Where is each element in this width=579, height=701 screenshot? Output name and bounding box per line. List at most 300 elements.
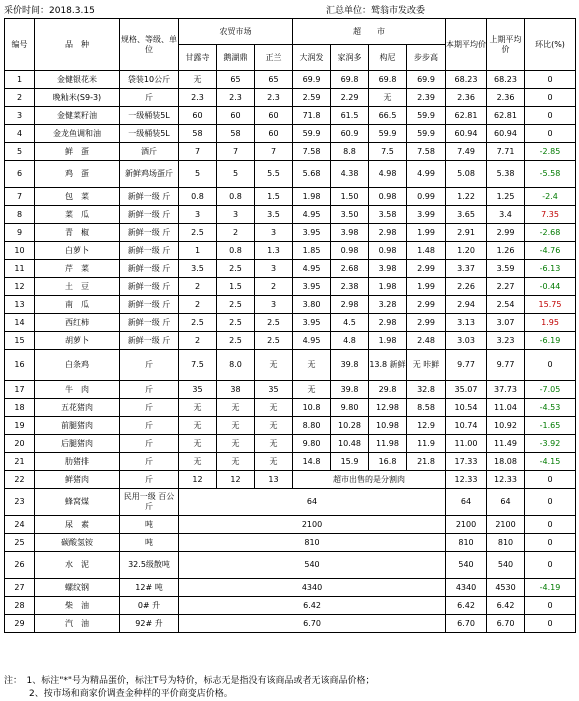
cell-super-2: 3.98: [331, 224, 369, 242]
footnotes: [4, 675, 575, 701]
cell-current-avg: 810: [446, 534, 487, 552]
cell-market-3: 60: [255, 125, 293, 143]
cell-name: 金龙鱼调和油: [35, 125, 120, 143]
cell-market-3: 65: [255, 71, 293, 89]
cell-no: 16: [5, 350, 35, 381]
cell-current-avg: 17.33: [446, 453, 487, 471]
cell-super-1: 3.80: [293, 296, 331, 314]
cell-merged-price: 64: [179, 489, 446, 516]
cell-current-avg: 2.26: [446, 278, 487, 296]
cell-ratio: -3.92: [525, 435, 576, 453]
cell-super-3: 0.98: [369, 242, 407, 260]
cell-super-1: 8.80: [293, 417, 331, 435]
cell-spec: 新鲜一级 斤: [120, 332, 179, 350]
cell-super-3: 3.28: [369, 296, 407, 314]
table-row: [5, 516, 576, 534]
cell-ratio: -6.13: [525, 260, 576, 278]
cell-previous-avg: 62.81: [487, 107, 525, 125]
cell-merged-price: 6.70: [179, 615, 446, 633]
cell-previous-avg: 6.70: [487, 615, 525, 633]
table-row: [5, 296, 576, 314]
cell-spec: 吨: [120, 516, 179, 534]
cell-market-2: 60: [217, 107, 255, 125]
table-row: [5, 224, 576, 242]
cell-ratio: 0: [525, 597, 576, 615]
cell-market-1: 12: [179, 471, 217, 489]
cell-current-avg: 10.74: [446, 417, 487, 435]
cell-name: 水 泥: [35, 552, 120, 579]
cell-super-2: 0.98: [331, 242, 369, 260]
table-row: [5, 332, 576, 350]
cell-no: 27: [5, 579, 35, 597]
cell-current-avg: 2.94: [446, 296, 487, 314]
cell-market-3: 1.3: [255, 242, 293, 260]
date-label: 采价时间：2018.3.15: [4, 6, 95, 16]
cell-super-1: 2.59: [293, 89, 331, 107]
cell-previous-avg: 9.77: [487, 350, 525, 381]
table-row: [5, 417, 576, 435]
cell-ratio: 0: [525, 71, 576, 89]
cell-name: 后腿猪肉: [35, 435, 120, 453]
cell-market-2: 0.8: [217, 188, 255, 206]
cell-super-4: 2.99: [407, 314, 446, 332]
cell-market-2: 2.5: [217, 296, 255, 314]
table-row: [5, 188, 576, 206]
cell-previous-avg: 810: [487, 534, 525, 552]
cell-market-3: 1.5: [255, 188, 293, 206]
cell-super-1: 4.95: [293, 206, 331, 224]
cell-ratio: -2.4: [525, 188, 576, 206]
cell-no: 12: [5, 278, 35, 296]
cell-spec: 92# 升: [120, 615, 179, 633]
cell-super-4: 2.99: [407, 296, 446, 314]
cell-market-2: 无: [217, 435, 255, 453]
cell-super-4: 2.48: [407, 332, 446, 350]
cell-name: 汽 油: [35, 615, 120, 633]
cell-name: 牛 肉: [35, 381, 120, 399]
cell-previous-avg: 6.42: [487, 597, 525, 615]
cell-current-avg: 6.42: [446, 597, 487, 615]
cell-super-1: 59.9: [293, 125, 331, 143]
table-row: [5, 314, 576, 332]
cell-no: 23: [5, 489, 35, 516]
cell-ratio: 0: [525, 350, 576, 381]
cell-market-1: 3.5: [179, 260, 217, 278]
cell-spec: 一级桶装5L: [120, 107, 179, 125]
cell-market-3: 3: [255, 260, 293, 278]
header-name: 品 种: [35, 19, 120, 71]
cell-super-1: 无: [293, 350, 331, 381]
cell-ratio: 15.75: [525, 296, 576, 314]
cell-market-3: 2.3: [255, 89, 293, 107]
cell-super-3: 2.98: [369, 314, 407, 332]
cell-name: 肋猪排: [35, 453, 120, 471]
cell-current-avg: 1.20: [446, 242, 487, 260]
table-row: [5, 579, 576, 597]
cell-super-3: 12.98: [369, 399, 407, 417]
cell-ratio: 0: [525, 107, 576, 125]
cell-current-avg: 35.07: [446, 381, 487, 399]
cell-ratio: 0: [525, 489, 576, 516]
table-row: [5, 260, 576, 278]
cell-super-2: 1.50: [331, 188, 369, 206]
cell-market-1: 0.8: [179, 188, 217, 206]
cell-super-2: 2.68: [331, 260, 369, 278]
cell-name: 柴 油: [35, 597, 120, 615]
cell-super-4: 0.99: [407, 188, 446, 206]
cell-previous-avg: 60.94: [487, 125, 525, 143]
cell-super-4: 8.58: [407, 399, 446, 417]
cell-market-1: 无: [179, 417, 217, 435]
cell-super-4: 12.9: [407, 417, 446, 435]
cell-no: 2: [5, 89, 35, 107]
cell-market-3: 35: [255, 381, 293, 399]
cell-super-1: 3.95: [293, 224, 331, 242]
cell-market-3: 60: [255, 107, 293, 125]
table-row: [5, 161, 576, 188]
cell-market-2: 58: [217, 125, 255, 143]
header-supermarket: 超 市: [293, 19, 446, 45]
cell-current-avg: 10.54: [446, 399, 487, 417]
cell-spec: 斤: [120, 381, 179, 399]
header-super-4: 步步高: [407, 45, 446, 71]
cell-spec: 斤: [120, 435, 179, 453]
cell-name: 前腿猪肉: [35, 417, 120, 435]
cell-super-3: 69.8: [369, 71, 407, 89]
cell-ratio: 0: [525, 125, 576, 143]
cell-merged-price: 2100: [179, 516, 446, 534]
cell-spec: 新鲜一级 斤: [120, 188, 179, 206]
cell-no: 29: [5, 615, 35, 633]
cell-merged-price: 6.42: [179, 597, 446, 615]
cell-super-1: 4.95: [293, 332, 331, 350]
cell-super-2: 39.8: [331, 381, 369, 399]
cell-market-1: 2: [179, 296, 217, 314]
cell-super-3: 13.8 新鲜: [369, 350, 407, 381]
cell-market-2: 无: [217, 417, 255, 435]
cell-super-4: 1.48: [407, 242, 446, 260]
cell-no: 14: [5, 314, 35, 332]
cell-no: 13: [5, 296, 35, 314]
cell-market-1: 2: [179, 278, 217, 296]
cell-spec: 斤: [120, 471, 179, 489]
cell-spec: 斤: [120, 350, 179, 381]
header-previous-avg: 上期平均价: [487, 19, 525, 71]
cell-current-avg: 540: [446, 552, 487, 579]
cell-name: 包 菜: [35, 188, 120, 206]
cell-spec: 新鲜一级 斤: [120, 224, 179, 242]
cell-no: 6: [5, 161, 35, 188]
table-row: [5, 534, 576, 552]
cell-current-avg: 6.70: [446, 615, 487, 633]
cell-super-1: 4.95: [293, 260, 331, 278]
cell-ratio: 0: [525, 516, 576, 534]
cell-market-2: 7: [217, 143, 255, 161]
cell-ratio: 0: [525, 89, 576, 107]
cell-spec: 斤: [120, 399, 179, 417]
cell-market-3: 5.5: [255, 161, 293, 188]
cell-no: 24: [5, 516, 35, 534]
cell-no: 20: [5, 435, 35, 453]
cell-super-4: 59.9: [407, 125, 446, 143]
cell-current-avg: 60.94: [446, 125, 487, 143]
cell-no: 7: [5, 188, 35, 206]
cell-market-2: 2.5: [217, 332, 255, 350]
cell-market-3: 无: [255, 350, 293, 381]
cell-previous-avg: 5.38: [487, 161, 525, 188]
cell-super-3: 2.98: [369, 224, 407, 242]
cell-spec: 民用一级 百公斤: [120, 489, 179, 516]
cell-name: 碳酸氢铵: [35, 534, 120, 552]
cell-name: 金健菜籽油: [35, 107, 120, 125]
table-row: [5, 399, 576, 417]
cell-previous-avg: 11.49: [487, 435, 525, 453]
cell-previous-avg: 10.92: [487, 417, 525, 435]
table-row: [5, 381, 576, 399]
cell-no: 28: [5, 597, 35, 615]
cell-no: 26: [5, 552, 35, 579]
cell-super-3: 10.98: [369, 417, 407, 435]
cell-market-3: 无: [255, 453, 293, 471]
cell-ratio: -6.19: [525, 332, 576, 350]
cell-market-1: 无: [179, 399, 217, 417]
cell-market-3: 无: [255, 417, 293, 435]
cell-spec: 斤: [120, 89, 179, 107]
cell-market-3: 7: [255, 143, 293, 161]
cell-name: 鸡 蛋: [35, 161, 120, 188]
cell-super-3: 3.98: [369, 260, 407, 278]
cell-ratio: -5.58: [525, 161, 576, 188]
cell-previous-avg: 1.25: [487, 188, 525, 206]
unit-label: 汇总单位：鹫翁市发改委: [326, 6, 426, 16]
cell-super-3: 0.98: [369, 188, 407, 206]
cell-market-2: 0.8: [217, 242, 255, 260]
cell-spec: 袋装10公斤: [120, 71, 179, 89]
cell-super-1: 3.95: [293, 314, 331, 332]
cell-super-1: 1.85: [293, 242, 331, 260]
cell-name: 晚籼米(S9-3): [35, 89, 120, 107]
cell-spec: 斤: [120, 453, 179, 471]
header-super-3: 构尼: [369, 45, 407, 71]
cell-current-avg: 4340: [446, 579, 487, 597]
cell-previous-avg: 3.07: [487, 314, 525, 332]
cell-super-2: 2.29: [331, 89, 369, 107]
cell-name: 螺纹钢: [35, 579, 120, 597]
table-row: [5, 107, 576, 125]
cell-market-1: 58: [179, 125, 217, 143]
cell-current-avg: 3.65: [446, 206, 487, 224]
cell-super-3: 59.9: [369, 125, 407, 143]
cell-ratio: 0: [525, 471, 576, 489]
cell-super-2: 4.8: [331, 332, 369, 350]
cell-super-2: 10.28: [331, 417, 369, 435]
cell-current-avg: 64: [446, 489, 487, 516]
cell-previous-avg: 12.33: [487, 471, 525, 489]
cell-market-2: 无: [217, 399, 255, 417]
cell-name: 芹 菜: [35, 260, 120, 278]
cell-market-1: 7.5: [179, 350, 217, 381]
cell-super-3: 1.98: [369, 332, 407, 350]
cell-super-1: 71.8: [293, 107, 331, 125]
cell-current-avg: 2.36: [446, 89, 487, 107]
cell-name: 白萝卜: [35, 242, 120, 260]
cell-market-1: 60: [179, 107, 217, 125]
cell-super-3: 66.5: [369, 107, 407, 125]
cell-ratio: 1.95: [525, 314, 576, 332]
table-row: [5, 125, 576, 143]
cell-super-2: 4.5: [331, 314, 369, 332]
table-row: [5, 471, 576, 489]
cell-name: 尿 素: [35, 516, 120, 534]
cell-market-1: 无: [179, 71, 217, 89]
cell-ratio: -2.68: [525, 224, 576, 242]
table-row: [5, 453, 576, 471]
cell-ratio: -4.53: [525, 399, 576, 417]
cell-spec: 12# 吨: [120, 579, 179, 597]
table-body: [5, 71, 576, 633]
cell-super-1: 9.80: [293, 435, 331, 453]
cell-spec: 酒斤: [120, 143, 179, 161]
cell-current-avg: 2100: [446, 516, 487, 534]
cell-no: 5: [5, 143, 35, 161]
cell-super-2: 39.8: [331, 350, 369, 381]
header-super-2: 家润多: [331, 45, 369, 71]
cell-no: 11: [5, 260, 35, 278]
cell-current-avg: 1.22: [446, 188, 487, 206]
cell-spec: 新鲜一级 斤: [120, 206, 179, 224]
cell-name: 白条鸡: [35, 350, 120, 381]
cell-super-2: 69.8: [331, 71, 369, 89]
table-row: [5, 278, 576, 296]
cell-super-3: 4.98: [369, 161, 407, 188]
cell-no: 8: [5, 206, 35, 224]
cell-previous-avg: 11.04: [487, 399, 525, 417]
cell-no: 4: [5, 125, 35, 143]
cell-super-2: 60.9: [331, 125, 369, 143]
cell-super-3: 16.8: [369, 453, 407, 471]
price-table: [4, 18, 576, 633]
cell-previous-avg: 540: [487, 552, 525, 579]
cell-spec: 一级桶装5L: [120, 125, 179, 143]
cell-current-avg: 3.37: [446, 260, 487, 278]
cell-market-1: 35: [179, 381, 217, 399]
cell-super-4: 21.8: [407, 453, 446, 471]
cell-no: 22: [5, 471, 35, 489]
cell-super-4: 11.9: [407, 435, 446, 453]
cell-ratio: -7.05: [525, 381, 576, 399]
cell-previous-avg: 2.36: [487, 89, 525, 107]
cell-market-2: 无: [217, 453, 255, 471]
cell-previous-avg: 2.54: [487, 296, 525, 314]
cell-super-2: 10.48: [331, 435, 369, 453]
cell-ratio: -1.65: [525, 417, 576, 435]
cell-market-1: 2.3: [179, 89, 217, 107]
cell-market-2: 38: [217, 381, 255, 399]
cell-market-1: 3: [179, 206, 217, 224]
cell-name: 胡萝卜: [35, 332, 120, 350]
cell-current-avg: 9.77: [446, 350, 487, 381]
cell-spec: 新鲜一级 斤: [120, 260, 179, 278]
cell-market-2: 12: [217, 471, 255, 489]
cell-super-2: 61.5: [331, 107, 369, 125]
cell-super-4: 1.99: [407, 278, 446, 296]
cell-current-avg: 3.03: [446, 332, 487, 350]
cell-previous-avg: 4530: [487, 579, 525, 597]
cell-name: 鲜 蛋: [35, 143, 120, 161]
cell-super-1: 5.68: [293, 161, 331, 188]
cell-super-2: 2.98: [331, 296, 369, 314]
cell-super-4: 1.99: [407, 224, 446, 242]
cell-market-3: 3: [255, 296, 293, 314]
cell-current-avg: 62.81: [446, 107, 487, 125]
cell-market-3: 13: [255, 471, 293, 489]
cell-name: 青 椒: [35, 224, 120, 242]
cell-super-3: 1.98: [369, 278, 407, 296]
cell-market-3: 2.5: [255, 314, 293, 332]
cell-super-note: 超市出售的是分割肉: [293, 471, 446, 489]
cell-previous-avg: 3.59: [487, 260, 525, 278]
cell-previous-avg: 3.23: [487, 332, 525, 350]
cell-super-1: 无: [293, 381, 331, 399]
cell-super-2: 9.80: [331, 399, 369, 417]
cell-spec: 新鲜一级 斤: [120, 278, 179, 296]
cell-no: 19: [5, 417, 35, 435]
cell-market-2: 5: [217, 161, 255, 188]
cell-current-avg: 68.23: [446, 71, 487, 89]
header-super-1: 大润发: [293, 45, 331, 71]
cell-super-4: 2.39: [407, 89, 446, 107]
table-row: [5, 350, 576, 381]
cell-market-2: 2.3: [217, 89, 255, 107]
cell-ratio: -4.15: [525, 453, 576, 471]
header-market-1: 甘露寺: [179, 45, 217, 71]
cell-market-3: 2.5: [255, 332, 293, 350]
cell-current-avg: 11.00: [446, 435, 487, 453]
cell-name: 金健银花米: [35, 71, 120, 89]
cell-market-2: 1.5: [217, 278, 255, 296]
cell-name: 鲜猪肉: [35, 471, 120, 489]
cell-super-3: 29.8: [369, 381, 407, 399]
cell-market-1: 2.5: [179, 314, 217, 332]
cell-super-4: 2.99: [407, 260, 446, 278]
cell-super-1: 10.8: [293, 399, 331, 417]
cell-market-3: 无: [255, 435, 293, 453]
cell-previous-avg: 37.73: [487, 381, 525, 399]
table-row: [5, 71, 576, 89]
cell-super-1: 69.9: [293, 71, 331, 89]
cell-ratio: 0: [525, 534, 576, 552]
cell-no: 3: [5, 107, 35, 125]
cell-current-avg: 2.91: [446, 224, 487, 242]
cell-ratio: -4.76: [525, 242, 576, 260]
cell-market-3: 2: [255, 278, 293, 296]
table-row: [5, 143, 576, 161]
cell-no: 25: [5, 534, 35, 552]
cell-market-1: 5: [179, 161, 217, 188]
cell-super-4: 7.58: [407, 143, 446, 161]
cell-super-2: 3.50: [331, 206, 369, 224]
cell-super-3: 11.98: [369, 435, 407, 453]
cell-super-2: 2.38: [331, 278, 369, 296]
cell-market-3: 3.5: [255, 206, 293, 224]
cell-previous-avg: 2.27: [487, 278, 525, 296]
cell-no: 10: [5, 242, 35, 260]
header-market: 农贸市场: [179, 19, 293, 45]
cell-previous-avg: 7.71: [487, 143, 525, 161]
cell-ratio: 0: [525, 552, 576, 579]
header-no: 编号: [5, 19, 35, 71]
cell-previous-avg: 3.4: [487, 206, 525, 224]
